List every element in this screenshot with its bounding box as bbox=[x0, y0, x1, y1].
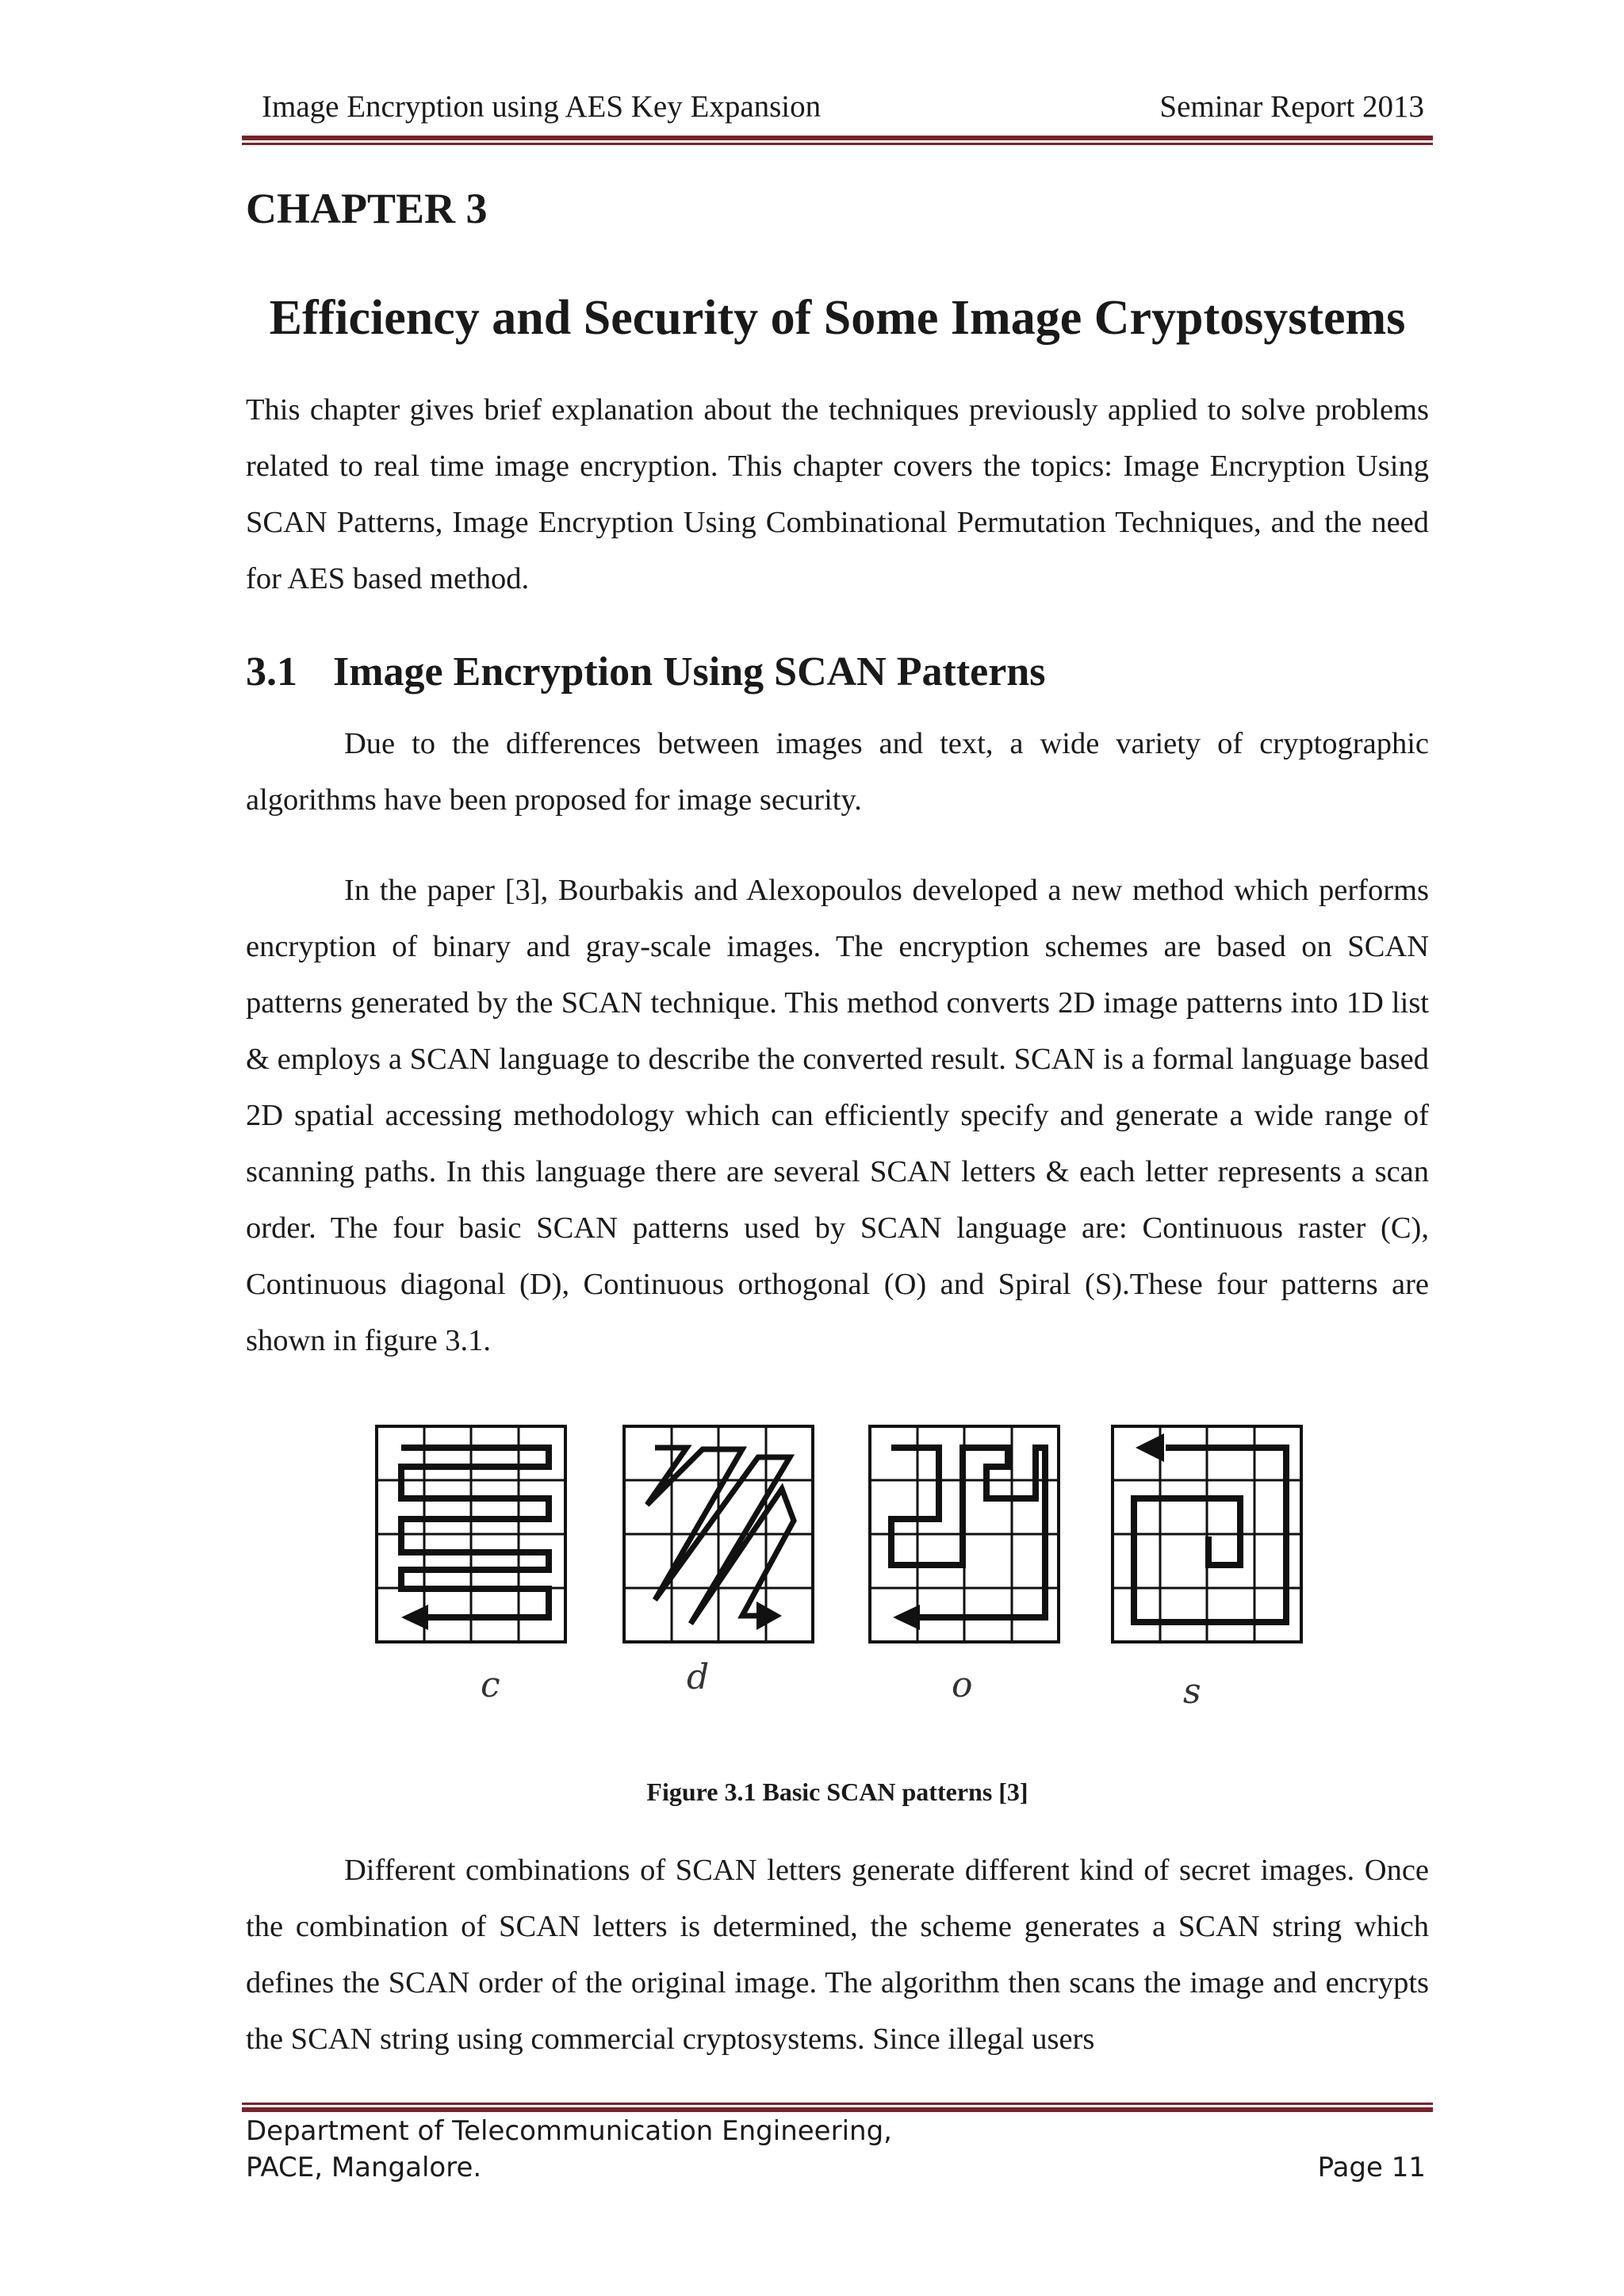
footer-department: Department of Telecommunication Engineering, bbox=[246, 2115, 892, 2147]
pattern-c-raster bbox=[377, 1426, 565, 1642]
section-heading bbox=[246, 649, 1045, 695]
section-number: 3.1 bbox=[246, 649, 297, 695]
pattern-label-o: o bbox=[952, 1665, 973, 1705]
running-header-title: Image Encryption using AES Key Expansion bbox=[262, 90, 822, 124]
page-number: Page 11 bbox=[1317, 2152, 1426, 2183]
pattern-s-spiral bbox=[1113, 1426, 1301, 1642]
chapter-title: Efficiency and Security of Some Image Cryptosystems bbox=[269, 291, 1406, 345]
header-rule-thin bbox=[242, 143, 1433, 145]
closing-paragraph: Different combinations of SCAN letters generate different kind of secret images. Once the combination of SCAN letters is determined, the scheme generates a SCAN string which defines the SCAN order of the original image. The algorithm then scans the image and encrypts the SCAN string using commercial cryptosystems. Since illegal users bbox=[246, 1854, 1429, 2056]
pattern-label-s: s bbox=[1183, 1671, 1201, 1712]
intro-paragraph: This chapter gives brief explanation about the techniques previously applied to solve problems related to real time image encryption. This chapter covers the topics: Image Encryption Using SCAN Patterns, Image Encryption Using Combinational Permutation Techniques, and the need for AES based method. bbox=[246, 393, 1429, 595]
pattern-label-d: d bbox=[687, 1657, 710, 1697]
pattern-o-orthogonal bbox=[870, 1426, 1059, 1642]
header-rule-thick bbox=[242, 136, 1433, 140]
footer-rule-thick bbox=[242, 2107, 1433, 2112]
section-title: Image Encryption Using SCAN Patterns bbox=[333, 649, 1046, 695]
scan-patterns-figure bbox=[373, 1419, 1308, 1728]
scan-patterns-diagram bbox=[373, 1419, 1308, 1728]
footer-rule-thin bbox=[242, 2103, 1433, 2105]
running-header-report: Seminar Report 2013 bbox=[1159, 90, 1424, 124]
section-paragraph-2: In the paper [3], Bourbakis and Alexopoulos developed a new method which performs encryption of binary and gray-scale images. The encryption schemes are based on SCAN patterns generated by the SCAN technique. This method converts 2D image patterns into 1D list & employs a SCAN language to describe the converted result. SCAN is a formal language based 2D spatial accessing methodology which can efficiently specify and generate a wide range of scanning paths. In this language there are several SCAN letters & each letter represents a scan order. The four basic SCAN patterns used by SCAN language are: Continuous raster (C), Continuous diagonal (D), Continuous orthogonal (O) and Spiral (S).These four patterns are shown in figure 3.1. bbox=[246, 874, 1429, 1357]
chapter-heading: CHAPTER 3 bbox=[246, 185, 488, 232]
pattern-label-c: c bbox=[481, 1665, 500, 1705]
figure-caption: Figure 3.1 Basic SCAN patterns [3] bbox=[646, 1777, 1028, 1806]
footer-institution: PACE, Mangalore. bbox=[246, 2152, 482, 2183]
pattern-d-diagonal bbox=[624, 1426, 813, 1642]
section-paragraph-1: Due to the differences between images and text, a wide variety of cryptographic algorithms have been proposed for image security. bbox=[246, 727, 1429, 817]
